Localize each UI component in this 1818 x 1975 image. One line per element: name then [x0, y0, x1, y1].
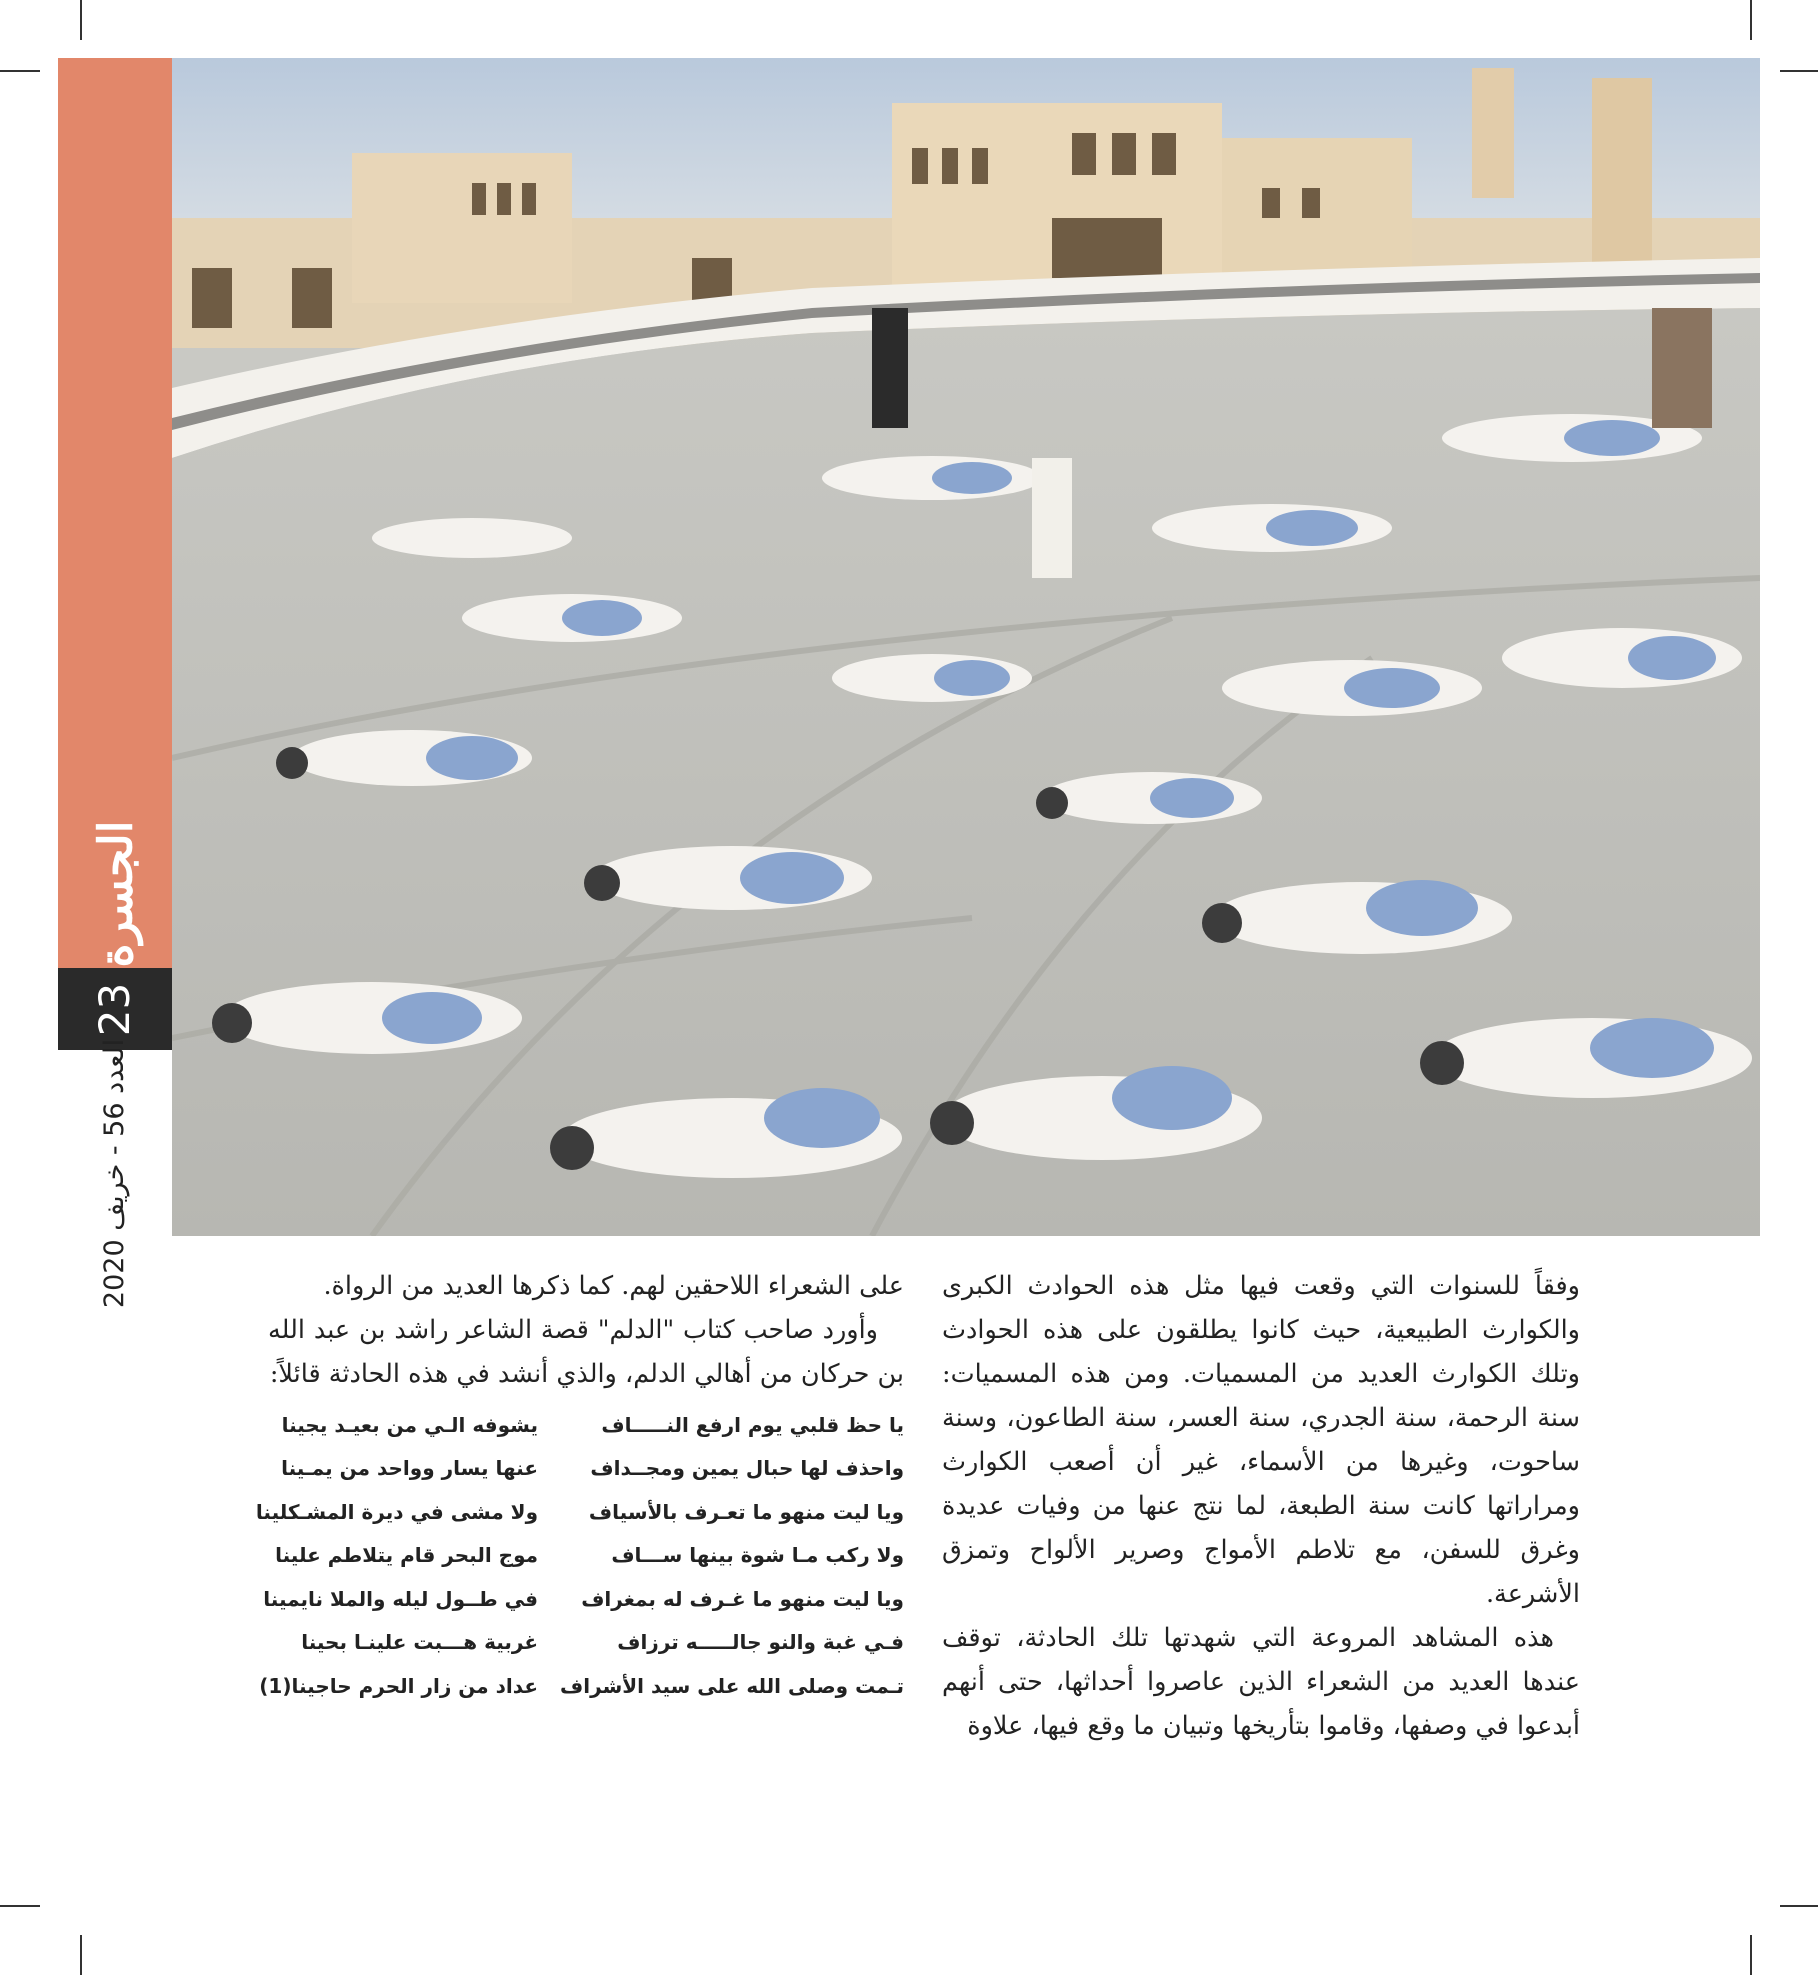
poem-hemistich-first: يا حظ قلبي يوم ارفع النـــــاف	[601, 1412, 904, 1437]
article-column-right	[942, 1264, 1580, 1748]
poem-verse	[238, 1577, 904, 1621]
poem-hemistich-first: ويا ليت منهو ما غـرف له بمغراف	[581, 1586, 904, 1611]
poem-hemistich-second: ولا مشى في ديرة المشـكلينا	[255, 1499, 538, 1524]
magazine-logo	[58, 820, 172, 968]
crop-mark	[1750, 0, 1752, 40]
poem-verse	[238, 1534, 904, 1578]
poem-verse	[238, 1447, 904, 1491]
poem-hemistich-second: يشوفه الـي من بعيـد يجينا	[281, 1412, 538, 1437]
poem-hemistich-first: ويا ليت منهو ما تعـرف بالأسياف	[588, 1499, 904, 1524]
crop-mark	[80, 0, 82, 40]
article-photo	[172, 58, 1760, 1236]
poem-verse	[238, 1490, 904, 1534]
issue-info: العدد 56 - خريف 2020	[99, 1038, 131, 1308]
crop-mark	[1750, 1935, 1752, 1975]
poem-hemistich-first: فـي غبة والنو جالـــــه ترزاف	[617, 1630, 904, 1655]
poem-hemistich-first: تـمت وصلى الله على سيد الأشراف	[560, 1673, 904, 1698]
poem	[238, 1403, 904, 1708]
poem-hemistich-second: غربية هـــبت علينـا بحينا	[301, 1630, 538, 1655]
article-paragraph: وفقاً للسنوات التي وقعت فيها مثل هذه الحوادث الكبرى والكوارث الطبيعية، حيث كانوا يطلقون على هذه الحوادث وتلك الكوارث العديد من المسميات. ومن هذه المسميات: سنة الرحمة، سنة الجدري، سنة العسر، سنة الطاعون، وسنة ساحوت، وغيرها من الأسماء، غير أن أصعب الكوارث ومراراتها كانت سنة الطبعة، لما نتج عنها من وفيات عديدة وغرق للسفن، مع تلاطم الأمواج وصرير الألواح وتمزق الأشرعة.	[942, 1271, 1580, 1609]
article-paragraph: وأورد صاحب كتاب "الدلم" قصة الشاعر راشد بن عبد الله بن حركان من أهالي الدلم، والذي أنشد في هذه الحادثة قائلاً:	[268, 1315, 904, 1389]
poem-hemistich-second: موج البحر قام يتلاطم علينا	[275, 1543, 538, 1568]
poem-hemistich-second: عنها يسار وواحد من يمـينا	[281, 1456, 538, 1481]
page-number: 23	[90, 982, 140, 1036]
article-paragraph: هذه المشاهد المروعة التي شهدتها تلك الحادثة، توقف عندها العديد من الشعراء الذين عاصروا أحداثها، حتى أنهم أبدعوا في وصفها، وقاموا بتأريخها وتبيان ما وقع فيها، علاوة	[942, 1623, 1580, 1741]
crop-mark	[0, 1905, 40, 1907]
article-paragraph: على الشعراء اللاحقين لهم. كما ذكرها العديد من الرواة.	[323, 1271, 904, 1301]
magazine-logo-text: الجسرة	[88, 820, 143, 968]
poem-hemistich-second: في طــول ليله والملا نايمينا	[263, 1586, 538, 1611]
crop-mark	[1780, 1905, 1818, 1907]
poem-hemistich-first: واحذف لها حبال يمين ومجــداف	[590, 1456, 904, 1481]
poem-hemistich-second: عداد من زار الحرم حاجينا(1)	[259, 1673, 538, 1698]
crop-mark	[80, 1935, 82, 1975]
poem-verse	[238, 1664, 904, 1708]
crop-mark	[1780, 70, 1818, 72]
crop-mark	[0, 70, 40, 72]
article-column-left	[268, 1264, 904, 1396]
poem-verse	[238, 1403, 904, 1447]
poem-hemistich-first: ولا ركب مـا شوة بينها ســـاف	[611, 1543, 904, 1568]
photo-illustration	[172, 58, 1760, 1236]
poem-verse	[238, 1621, 904, 1665]
